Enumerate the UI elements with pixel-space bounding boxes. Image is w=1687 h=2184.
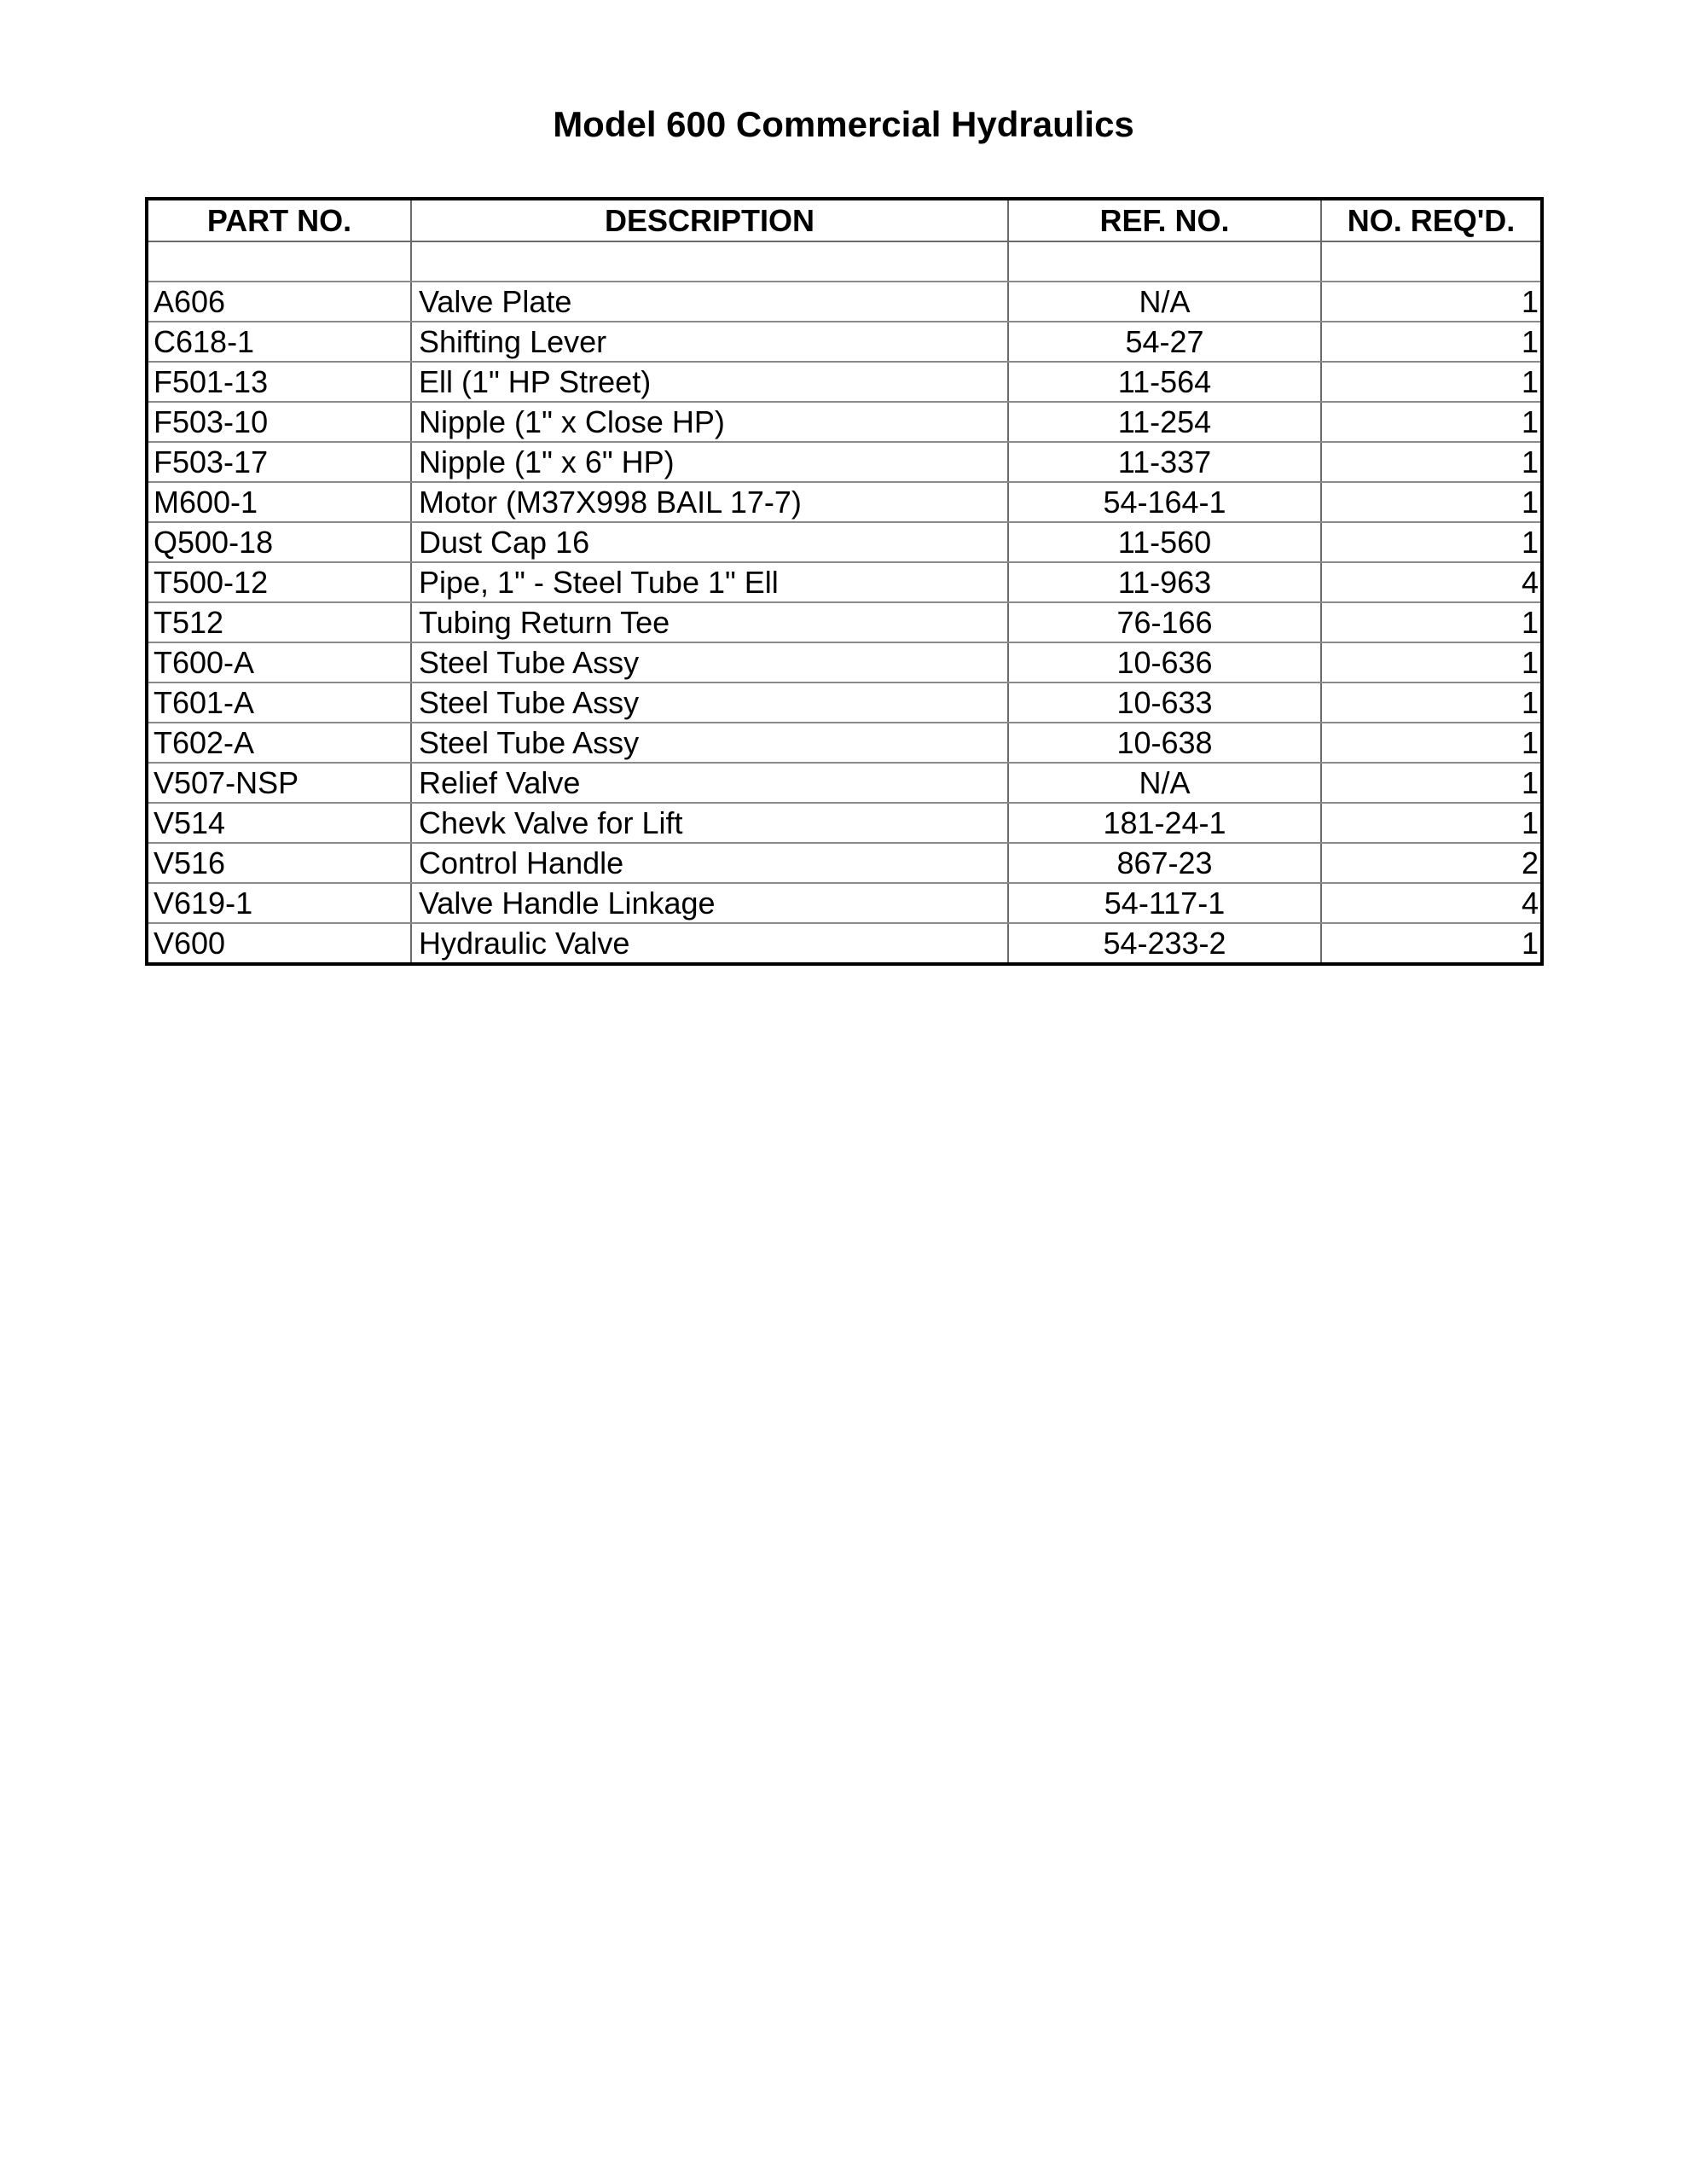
cell-description: Relief Valve [411, 763, 1008, 803]
cell-description: Nipple (1" x Close HP) [411, 402, 1008, 442]
table-row [147, 923, 1542, 964]
table-row [147, 442, 1542, 482]
cell-part-no: M600-1 [147, 482, 411, 522]
table-row [147, 241, 1542, 282]
table-row [147, 843, 1542, 883]
cell-ref-no: N/A [1008, 282, 1321, 322]
table-row [147, 763, 1542, 803]
cell-part-no: V600 [154, 926, 226, 961]
cell-part-no [147, 241, 411, 282]
cell-part-no: V507-NSP [147, 763, 411, 803]
cell-description: Pipe, 1" - Steel Tube 1" Ell [411, 562, 1008, 602]
cell-no-reqd: 1 [1321, 482, 1542, 522]
cell-part-no: V619-1 [147, 883, 411, 923]
cell-no-reqd: 1 [1321, 322, 1542, 362]
cell-ref-no: 867-23 [1008, 843, 1321, 883]
cell-part-no: T600-A [147, 642, 411, 682]
cell-description: Control Handle [411, 843, 1008, 883]
header-ref-no: REF. NO. [1008, 199, 1321, 241]
table-row [147, 682, 1542, 723]
cell-part-no: T512 [147, 602, 411, 642]
cell-ref-no: 76-166 [1008, 602, 1321, 642]
cell-no-reqd: 1 [1321, 803, 1542, 843]
cell-ref-no: 54-117-1 [1008, 883, 1321, 923]
table-row [147, 562, 1542, 602]
table-row [147, 642, 1542, 682]
cell-ref-no: 10-633 [1008, 682, 1321, 723]
cell-part-no: F503-17 [147, 442, 411, 482]
cell-ref-no: 10-638 [1008, 723, 1321, 763]
cell-no-reqd: 1 [1321, 682, 1542, 723]
cell-ref-no: 54-164-1 [1008, 482, 1321, 522]
cell-description: Motor (M37X998 BAIL 17-7) [411, 482, 1008, 522]
table-row [147, 402, 1542, 442]
table-row [147, 803, 1542, 843]
cell-no-reqd: 2 [1321, 843, 1542, 883]
cell-no-reqd: 1 [1321, 522, 1542, 562]
cell-ref-no [1008, 241, 1321, 282]
cell-part-no: V516 [147, 843, 411, 883]
page-title: Model 600 Commercial Hydraulics [553, 104, 1134, 144]
table-row [147, 282, 1542, 322]
cell-part-no: V514 [147, 803, 411, 843]
cell-no-reqd: 1 [1321, 362, 1542, 402]
table-row [147, 522, 1542, 562]
table-row [147, 362, 1542, 402]
parts-table [145, 197, 1544, 966]
cell-no-reqd: 1 [1321, 402, 1542, 442]
cell-description [411, 241, 1008, 282]
cell-no-reqd: 4 [1321, 562, 1542, 602]
header-no-reqd: NO. REQ'D. [1321, 199, 1542, 241]
cell-ref-no: 54-233-2 [1008, 923, 1321, 964]
cell-part-no: A606 [147, 282, 411, 322]
cell-no-reqd: 1 [1321, 723, 1542, 763]
cell-ref-no: 181-24-1 [1008, 803, 1321, 843]
cell-no-reqd: 1 [1321, 282, 1542, 322]
cell-no-reqd: 1 [1321, 442, 1542, 482]
cell-no-reqd [1321, 241, 1542, 282]
header-description: DESCRIPTION [411, 199, 1008, 241]
cell-ref-no: 11-337 [1008, 442, 1321, 482]
table-header-row [147, 199, 1542, 241]
table-row [147, 322, 1542, 362]
cell-description: Ell (1" HP Street) [411, 362, 1008, 402]
cell-description: Chevk Valve for Lift [411, 803, 1008, 843]
table-row [147, 883, 1542, 923]
cell-ref-no: N/A [1008, 763, 1321, 803]
cell-part-no: C618-1 [147, 322, 411, 362]
cell-no-reqd: 1 [1321, 642, 1542, 682]
cell-ref-no: 11-560 [1008, 522, 1321, 562]
cell-ref-no: 10-636 [1008, 642, 1321, 682]
cell-description: Steel Tube Assy [411, 682, 1008, 723]
cell-no-reqd: 1 [1321, 763, 1542, 803]
cell-ref-no: 11-963 [1008, 562, 1321, 602]
cell-description: Steel Tube Assy [411, 723, 1008, 763]
cell-ref-no: 54-27 [1008, 322, 1321, 362]
cell-part-no: Q500-18 [147, 522, 411, 562]
cell-description: Tubing Return Tee [411, 602, 1008, 642]
table-row [147, 482, 1542, 522]
cell-description: Dust Cap 16 [411, 522, 1008, 562]
table-row [147, 723, 1542, 763]
cell-description: Valve Handle Linkage [411, 883, 1008, 923]
cell-ref-no: 11-254 [1008, 402, 1321, 442]
cell-part-no: T500-12 [147, 562, 411, 602]
cell-part-no: F503-10 [147, 402, 411, 442]
table-body [147, 241, 1542, 964]
header-part-no: PART NO. [147, 199, 411, 241]
cell-part-no: F501-13 [147, 362, 411, 402]
cell-no-reqd: 1 [1321, 602, 1542, 642]
cell-ref-no: 11-564 [1008, 362, 1321, 402]
cell-part-no: T601-A [147, 682, 411, 723]
cell-part-no: T602-A [147, 723, 411, 763]
cell-description: Shifting Lever [411, 322, 1008, 362]
cell-no-reqd: 4 [1321, 883, 1542, 923]
cell-no-reqd: 1 [1321, 923, 1542, 964]
table-row [147, 602, 1542, 642]
cell-description: Valve Plate [411, 282, 1008, 322]
cell-description: Hydraulic Valve [411, 923, 1008, 964]
cell-description: Nipple (1" x 6" HP) [411, 442, 1008, 482]
cell-description: Steel Tube Assy [411, 642, 1008, 682]
